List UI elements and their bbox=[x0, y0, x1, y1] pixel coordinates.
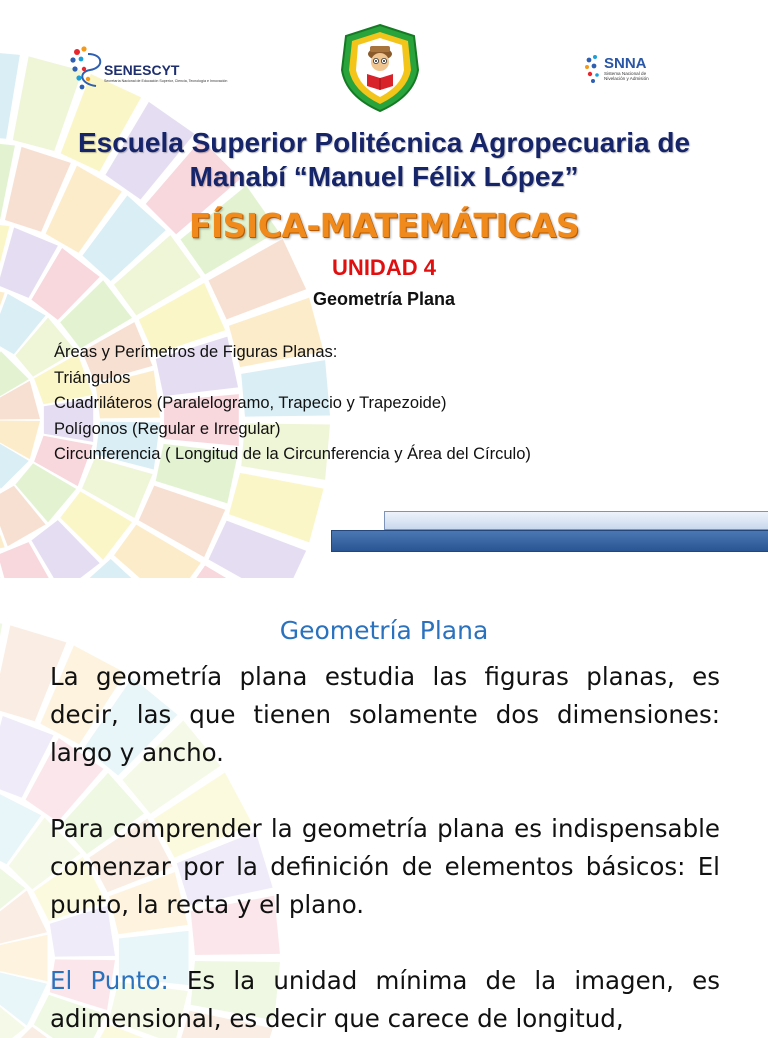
senescyt-logo-subtitle: Secretaría Nacional de Educación Superior, Ciencia, Tecnología e Innovación bbox=[104, 79, 228, 83]
topic-item: Triángulos bbox=[54, 368, 131, 387]
topic-item: Cuadriláteros (Paralelogramo, Trapecio y Trapezoide) bbox=[54, 394, 447, 412]
unit-subtitle: Geometría Plana bbox=[312, 289, 456, 309]
snna-logo bbox=[582, 48, 687, 92]
center-shield-logo bbox=[334, 22, 426, 114]
paragraph-intro: La geometría plana estudia las figuras planas, es decir, las que tienen solamente dos dimensiones: largo y ancho. bbox=[50, 662, 720, 767]
topic-item: Circunferencia ( Longitud de la Circunferencia y Área del Círculo) bbox=[54, 445, 531, 463]
paragraph-basics: Para comprender la geometría plana es indispensable comenzar por la definición de elementos básicos: El punto, la recta y el plano. bbox=[50, 814, 720, 919]
school-name-heading: Escuela Superior Politécnica Agropecuaria de Manabí “Manuel Félix López” bbox=[77, 127, 691, 192]
course-title: FÍSICA-MATEMÁTICAS bbox=[188, 206, 580, 245]
topic-item: Áreas y Perímetros de Figuras Planas: bbox=[54, 343, 338, 361]
decorative-bar-light bbox=[384, 511, 768, 530]
senescyt-logo bbox=[68, 42, 228, 98]
paragraph-point bbox=[50, 962, 720, 1038]
snna-logo-subtitle-line2: Nivelación y Admisión bbox=[604, 76, 649, 81]
unit-label: UNIDAD 4 bbox=[332, 255, 436, 280]
slide-2 bbox=[0, 578, 768, 1033]
senescyt-logo-name: SENESCYT bbox=[104, 62, 180, 78]
decorative-bar-dark bbox=[331, 530, 768, 552]
topics-list bbox=[54, 340, 734, 468]
snna-logo-name: SNNA bbox=[604, 55, 647, 72]
term-el-punto: El Punto: bbox=[50, 966, 169, 995]
section-heading: Geometría Plana bbox=[279, 616, 489, 645]
topic-item: Polígonos (Regular e Irregular) bbox=[54, 419, 281, 438]
paragraph-point-text: Es la unidad mínima de la imagen, es adimensional, es decir que carece de longitud, bbox=[50, 966, 720, 1033]
snna-logo-subtitle-line1: Sistema Nacional de bbox=[604, 71, 647, 76]
